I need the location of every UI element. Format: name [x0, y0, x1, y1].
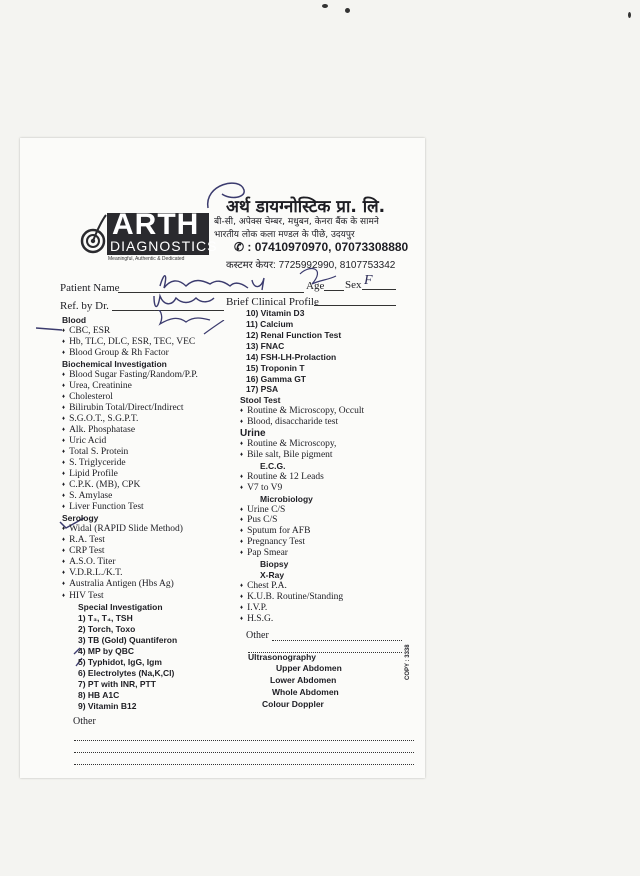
customer-care: कस्टमर केयर: 7725992990, 8107753342	[226, 260, 396, 271]
right-test-item: ♦ H.S.G.	[240, 614, 273, 624]
right-test-item: ♦ Pregnancy Test	[240, 537, 305, 547]
right-test-item: 17) PSA	[246, 384, 279, 395]
phone-row	[234, 240, 408, 254]
left-test-item: ♦ Total S. Protein	[62, 447, 128, 457]
sex-value: F	[364, 273, 373, 288]
left-test-item: ♦ S.G.O.T., S.G.P.T.	[62, 414, 138, 424]
left-test-item: 4) MP by QBC	[78, 645, 135, 656]
right-test-item: ♦ Pap Smear	[240, 548, 288, 558]
right-test-item: 10) Vitamin D3	[246, 308, 305, 318]
sex-label: Sex	[345, 279, 362, 291]
right-test-item: ♦ V7 to V9	[240, 483, 282, 493]
right-test-item: Microbiology	[260, 493, 313, 504]
left-test-item: ♦ CRP Test	[62, 546, 105, 556]
right-other-field[interactable]	[272, 640, 402, 641]
phone-icon: ✆ :	[234, 240, 252, 254]
left-test-item: 2) Torch, Toxo	[78, 623, 136, 634]
age-label: Age	[306, 280, 325, 292]
right-test-item: ♦ Chest P.A.	[240, 581, 287, 591]
left-test-item: ♦ S. Triglyceride	[62, 458, 126, 468]
ultrasound-title: Ultrasonography	[248, 652, 317, 662]
left-test-item: ♦ Urea, Creatinine	[62, 381, 132, 391]
left-test-item: Biochemical Investigation	[62, 359, 167, 370]
bottom-other-line[interactable]	[74, 740, 414, 741]
left-test-item: 1) T₃, T₄, TSH	[78, 612, 133, 623]
right-test-item: Urine	[240, 428, 266, 440]
left-test-item: ♦ Cholesterol	[62, 392, 113, 402]
ultrasound-item: Whole Abdomen	[272, 687, 339, 697]
right-test-item: ♦ K.U.B. Routine/Standing	[240, 592, 343, 602]
brand-tagline: Meaningful, Authentic & Dedicated	[108, 256, 185, 262]
right-test-item: Stool Test	[240, 395, 281, 406]
right-test-item: Biopsy	[260, 559, 289, 570]
right-test-item: E.C.G.	[260, 460, 286, 471]
left-test-item: ♦ Uric Acid	[62, 436, 106, 446]
left-test-item: 6) Electrolytes (Na,K,Cl)	[78, 667, 175, 678]
right-test-item: ♦ Urine C/S	[240, 505, 285, 515]
right-test-item: ♦ I.V.P.	[240, 603, 267, 613]
left-test-item: 9) Vitamin B12	[78, 700, 137, 711]
brand-name: ARTH	[112, 208, 200, 241]
right-test-item: ♦ Sputum for AFB	[240, 526, 310, 536]
left-test-item: 3) TB (Gold) Quantiferon	[78, 634, 178, 645]
right-test-item: 16) Gamma GT	[246, 373, 306, 384]
left-test-item: ♦ V.D.R.L./K.T.	[62, 568, 123, 578]
right-test-item: ♦ Bile salt, Bile pigment	[240, 450, 333, 460]
left-test-item: Blood	[62, 315, 87, 325]
scan-speck	[322, 4, 328, 8]
left-test-item: ♦ Hb, TLC, DLC, ESR, TEC, VEC	[62, 337, 195, 347]
ultrasound-item: Upper Abdomen	[276, 663, 342, 673]
address-line-2: भारतीय लोक कला मण्डल के पीछे, उदयपुर	[214, 230, 355, 240]
right-test-item: ♦ Pus C/S	[240, 515, 277, 525]
left-test-item: ♦ R.A. Test	[62, 535, 105, 545]
address-line-1: बी-सी, अपेक्स चेम्बर, मधुबन, केनरा बैंक के सामने	[214, 217, 379, 227]
left-test-item: ♦ HIV Test	[62, 591, 104, 601]
left-test-item: ♦ Alk. Phosphatase	[62, 425, 135, 435]
left-test-item: ♦ Blood Sugar Fasting/Random/P.P.	[62, 370, 198, 380]
ref-dr-label: Ref. by Dr.	[60, 300, 109, 312]
left-test-item: ♦ CBC, ESR	[62, 326, 110, 336]
right-test-item: ♦ Routine & Microscopy, Occult	[240, 406, 364, 416]
left-test-item: Serology	[62, 513, 99, 524]
bottom-other-label: Other	[73, 716, 96, 727]
company-name-hindi: अर्थ डायग्नोस्टिक प्रा. लि.	[226, 197, 386, 217]
scan-speck	[628, 12, 631, 18]
bottom-other-line[interactable]	[74, 764, 414, 765]
ultrasound-item: Lower Abdomen	[270, 675, 337, 685]
right-test-item: 14) FSH-LH-Prolaction	[246, 351, 337, 362]
right-test-item: 15) Troponin T	[246, 362, 305, 373]
right-test-item: ♦ Routine & Microscopy,	[240, 439, 336, 449]
left-test-item: ♦ Liver Function Test	[62, 502, 144, 512]
left-test-item: ♦ S. Amylase	[62, 491, 112, 501]
left-test-item: ♦ Blood Group & Rh Factor	[62, 348, 169, 358]
right-test-item: 13) FNAC	[246, 340, 285, 351]
left-test-item: 7) PT with INR, PTT	[78, 678, 156, 689]
left-test-item: ♦ Widal (RAPID Slide Method)	[62, 524, 183, 534]
copy-number: COPY : 3338	[405, 644, 411, 680]
left-test-item: 5) Typhidot, IgG, Igm	[78, 656, 162, 667]
ultrasound-item: Colour Doppler	[262, 699, 324, 709]
phone-numbers: 07410970970, 07073308880	[254, 240, 409, 254]
brand-subtitle: DIAGNOSTICS	[110, 238, 218, 254]
scan-speck	[345, 8, 350, 13]
left-test-item: 8) HB A1C	[78, 689, 120, 700]
right-test-item: 12) Renal Function Test	[246, 329, 342, 340]
left-test-item: ♦ Australia Antigen (Hbs Ag)	[62, 579, 174, 589]
right-other-label: Other	[246, 630, 269, 641]
right-test-item: ♦ Routine & 12 Leads	[240, 472, 324, 482]
right-test-item: 11) Calcium	[246, 318, 294, 329]
bottom-other-line[interactable]	[74, 752, 414, 753]
left-test-item: ♦ C.P.K. (MB), CPK	[62, 480, 140, 490]
right-test-item: ♦ Blood, disaccharide test	[240, 417, 338, 427]
left-test-item: ♦ A.S.O. Titer	[62, 557, 116, 567]
left-test-item: ♦ Lipid Profile	[62, 469, 118, 479]
left-test-item: ♦ Bilirubin Total/Direct/Indirect	[62, 403, 184, 413]
right-test-item: X-Ray	[260, 570, 285, 581]
signature-flourish	[200, 178, 260, 218]
clinical-profile-label: Brief Clinical Profile	[226, 296, 319, 308]
handwriting-ref	[150, 310, 230, 340]
patient-name-label: Patient Name	[60, 282, 120, 294]
left-test-item: Special Investigation	[78, 601, 163, 612]
